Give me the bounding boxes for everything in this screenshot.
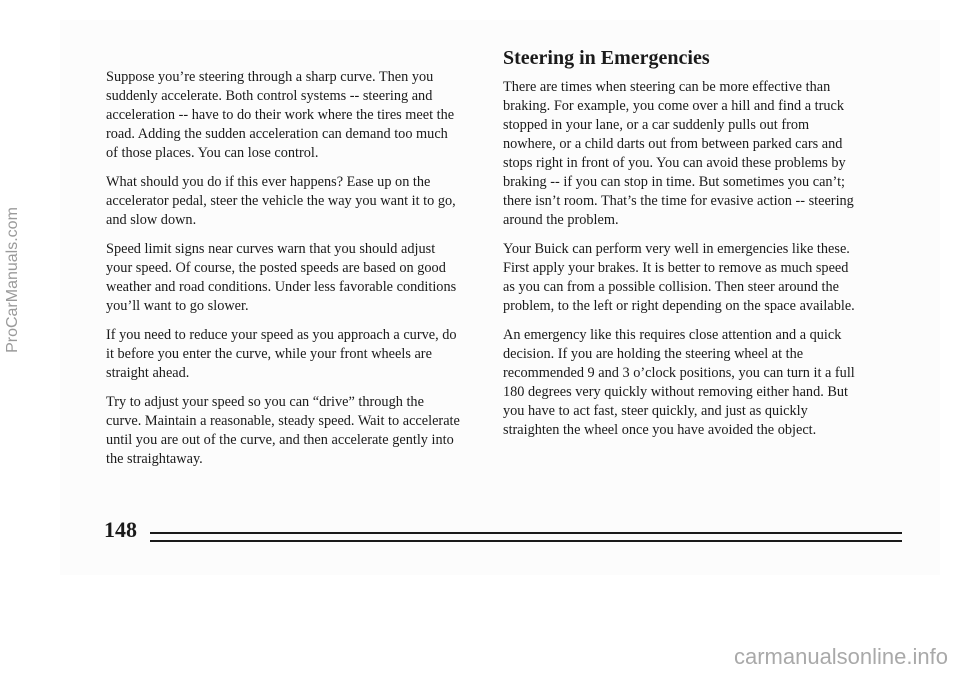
side-watermark-text: ProCarManuals.com	[4, 207, 21, 353]
paragraph: An emergency like this requires close attention and a quick decision. If you are holding the steering wheel at the recommended 9 and 3 o’clock positions, you can turn it a full 180 degrees very quickly without removing either hand. But you have to act fast, steer quickly, and just as quickly straighten the wheel once you have avoided the object.	[503, 327, 855, 438]
side-watermark	[2, 100, 24, 460]
paragraph: If you need to reduce your speed as you approach a curve, do it before you enter the curve, while your front wheels are straight ahead.	[106, 327, 457, 381]
manual-page	[60, 20, 940, 575]
page-number: 148	[104, 517, 137, 542]
paragraph: There are times when steering can be more effective than braking. For example, you come over a hill and find a truck stopped in your lane, or a car suddenly pulls out from nowhere, or a child darts out from between parked cars and stops right in front of you. You can avoid these problems by braking -- if you can stop in time. But sometimes you can’t; there isn’t room. That’s the time for evasive action -- steering around the problem.	[503, 79, 854, 228]
bottom-watermark: carmanualsonline.info	[733, 644, 948, 669]
footer-double-rule	[150, 532, 902, 542]
paragraph: Try to adjust your speed so you can “drive” through the curve. Maintain a reasonable, steady speed. Wait to accelerate until you are out of the curve, and then accelerate gently into the straightaway.	[106, 394, 460, 467]
section-heading: Steering in Emergencies	[503, 47, 710, 69]
page-footer	[104, 517, 902, 547]
paragraph: Your Buick can perform very well in emergencies like these. First apply your brakes. It is better to remove as much speed as you can from a possible collision. Then steer around the problem, to the left or right depending on the space available.	[503, 241, 855, 314]
right-column	[503, 46, 858, 450]
paragraph: Speed limit signs near curves warn that you should adjust your speed. Of course, the posted speeds are based on good weather and road conditions. Under less favorable conditions you’ll want to go slower.	[106, 241, 457, 314]
paragraph: Suppose you’re steering through a sharp curve. Then you suddenly accelerate. Both control systems -- steering and acceleration -- have to do their work where the tires meet the road. Adding the sudden acceleration can demand too much of those places. You can lose control.	[106, 69, 455, 161]
paragraph: What should you do if this ever happens? Ease up on the accelerator pedal, steer the vehicle the way you want it to go, and slow down.	[106, 174, 456, 228]
left-column	[106, 68, 461, 479]
